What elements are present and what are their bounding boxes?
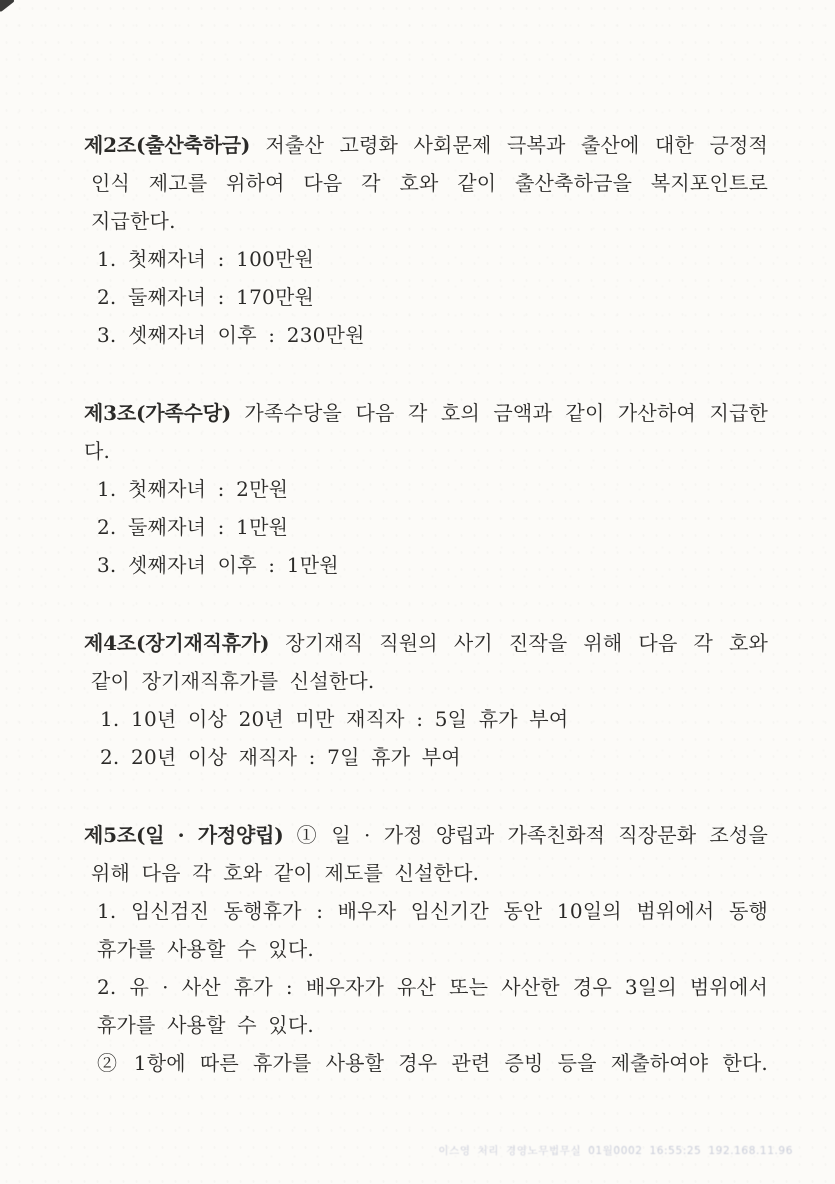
article-2-opening-text: 저출산 고령화 사회문제 극복과 출산에 대한 긍정적 xyxy=(265,133,769,157)
article-4-line-2: 같이 장기재직휴가를 신설한다. xyxy=(91,669,375,693)
article-5-paragraph-2: ② 1항에 따른 휴가를 사용할 경우 관련 증빙 등을 제출하여야 한다. xyxy=(97,1051,768,1075)
article-5-heading: 제5조(일 · 가정양립) xyxy=(84,823,284,847)
article-5-opening-line xyxy=(84,816,768,854)
article-2 xyxy=(84,126,768,354)
article-2-line-2: 인식 제고를 위하여 다음 각 호와 같이 출산축하금을 복지포인트로 xyxy=(91,171,768,195)
article-5-opening-text: ① 일 · 가정 양립과 가족친화적 직장문화 조성을 xyxy=(296,823,768,847)
print-log-stamp: 이스영 처리 경영노무법무실 01월0002 16:55:25 192.168.11.96 xyxy=(438,1145,793,1157)
article-4-heading: 제4조(장기재직휴가) xyxy=(84,631,270,655)
article-4-item-2: 2. 20년 이상 재직자 : 7일 휴가 부여 xyxy=(100,745,461,769)
article-2-heading: 제2조(출산축하금) xyxy=(84,133,251,157)
article-3-opening-line xyxy=(84,394,768,470)
article-4-opening-text: 장기재직 직원의 사기 진작을 위해 다음 각 호와 xyxy=(285,631,768,655)
article-2-opening-line xyxy=(84,126,768,164)
article-3-opening-text: 가족수당을 다음 각 호의 금액과 같이 가산하여 지급한다. xyxy=(84,401,768,463)
article-5-item-1-line-2: 휴가를 사용할 수 있다. xyxy=(97,937,314,961)
article-3 xyxy=(84,394,768,584)
article-5-line-2: 위해 다음 각 호와 같이 제도를 신설한다. xyxy=(91,861,480,885)
article-3-item-1: 1. 첫째자녀 : 2만원 xyxy=(97,477,289,501)
article-5-item-1-line-1: 1. 임신검진 동행휴가 : 배우자 임신기간 동안 10일의 범위에서 동행 xyxy=(97,899,768,923)
article-2-item-2: 2. 둘째자녀 : 170만원 xyxy=(97,285,314,309)
article-4-item-1: 1. 10년 이상 20년 미만 재직자 : 5일 휴가 부여 xyxy=(100,707,569,731)
article-5-item-2-line-1: 2. 유 · 사산 휴가 : 배우자가 유산 또는 사산한 경우 3일의 범위에서 xyxy=(97,975,768,999)
article-3-item-3: 3. 셋째자녀 이후 : 1만원 xyxy=(97,553,339,577)
article-5 xyxy=(84,816,768,1082)
article-4 xyxy=(84,624,768,776)
article-2-item-1: 1. 첫째자녀 : 100만원 xyxy=(97,247,314,271)
article-5-item-2-line-2: 휴가를 사용할 수 있다. xyxy=(97,1013,314,1037)
article-4-opening-line xyxy=(84,624,768,662)
article-3-heading: 제3조(가족수당) xyxy=(84,401,231,425)
article-2-item-3: 3. 셋째자녀 이후 : 230만원 xyxy=(97,323,365,347)
article-3-item-2: 2. 둘째자녀 : 1만원 xyxy=(97,515,289,539)
article-2-line-3: 지급한다. xyxy=(91,209,176,233)
